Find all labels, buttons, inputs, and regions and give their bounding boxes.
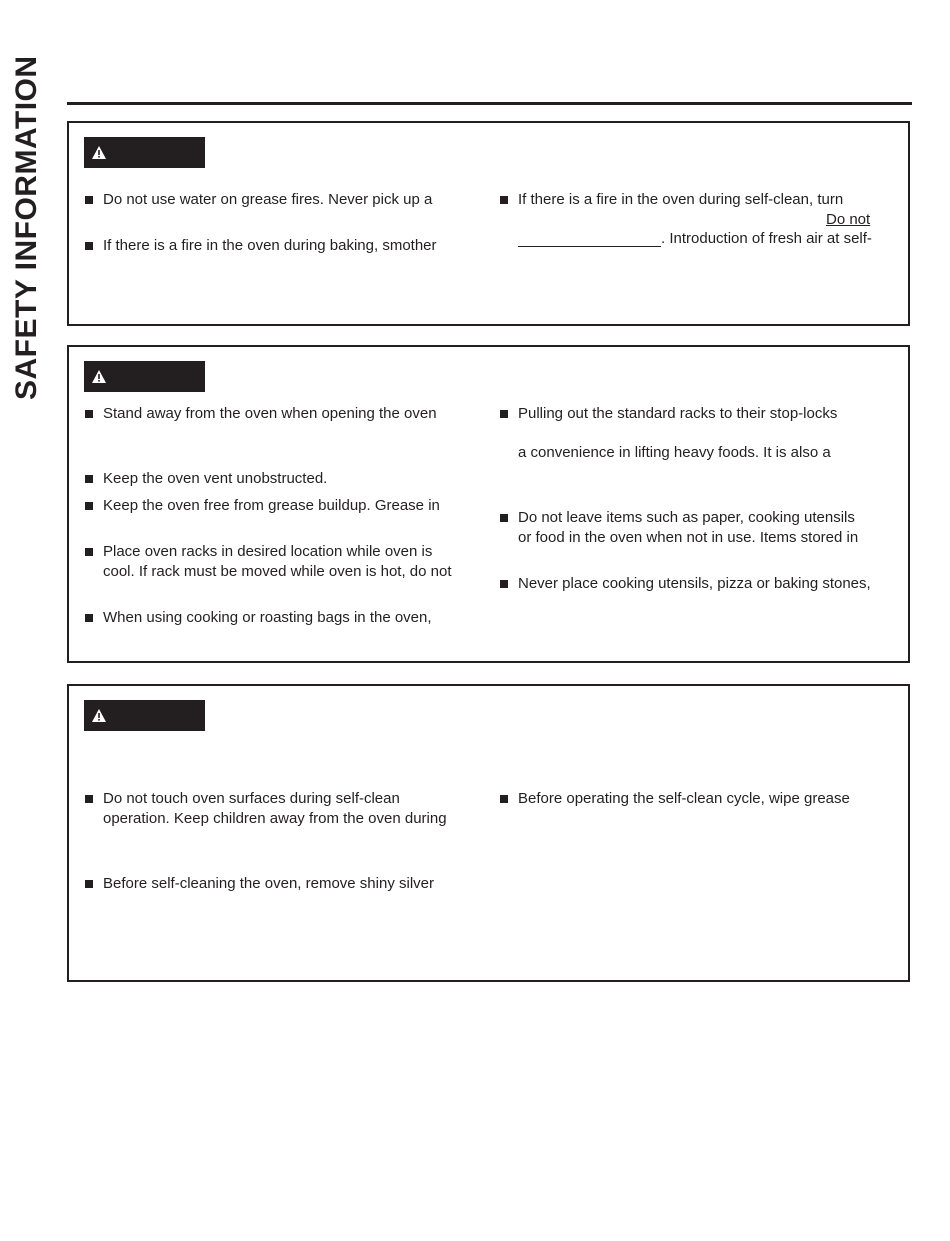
- bullet-icon: [85, 548, 93, 556]
- warning-triangle-icon: [92, 370, 106, 383]
- list-item: Place oven racks in desired location while oven is: [103, 542, 432, 562]
- bullet-icon: [500, 196, 508, 204]
- bullet-icon: [85, 242, 93, 250]
- list-item: Before operating the self-clean cycle, wipe grease: [518, 789, 850, 809]
- warning-triangle-icon: [92, 709, 106, 722]
- list-item-continuation: a convenience in lifting heavy foods. It is also a: [518, 444, 831, 461]
- header-rule: [67, 102, 912, 105]
- bullet-icon: [500, 580, 508, 588]
- list-item-continuation: operation. Keep children away from the oven during: [103, 810, 447, 827]
- blank-underline: [518, 246, 661, 247]
- bullet-icon: [85, 196, 93, 204]
- underlined-text: Do not: [826, 211, 871, 228]
- bullet-icon: [500, 514, 508, 522]
- bullet-icon: [85, 614, 93, 622]
- warning-label-bar: [84, 700, 205, 731]
- list-item: Before self-cleaning the oven, remove shiny silver: [103, 874, 434, 894]
- bullet-icon: [85, 795, 93, 803]
- bullet-icon: [85, 502, 93, 510]
- list-item: Stand away from the oven when opening the oven: [103, 404, 437, 424]
- list-item-continuation: cool. If rack must be moved while oven is hot, do not: [103, 563, 452, 580]
- list-item: If there is a fire in the oven during baking, smother: [103, 236, 437, 256]
- warning-label-bar: [84, 361, 205, 392]
- list-item: Never place cooking utensils, pizza or baking stones,: [518, 574, 871, 594]
- warning-triangle-icon: [92, 146, 106, 159]
- list-item: Do not leave items such as paper, cooking utensils: [518, 508, 855, 528]
- bullet-icon: [85, 475, 93, 483]
- list-item: Pulling out the standard racks to their stop-locks: [518, 404, 837, 424]
- list-item: When using cooking or roasting bags in the oven,: [103, 608, 432, 628]
- warning-box-fire: [67, 121, 910, 326]
- list-item-continuation: . Introduction of fresh air at self-: [661, 230, 872, 247]
- warning-label-bar: [84, 137, 205, 168]
- list-item: Do not touch oven surfaces during self-clean: [103, 789, 400, 809]
- bullet-icon: [85, 880, 93, 888]
- warning-box-self-clean: [67, 684, 910, 982]
- list-item: Keep the oven free from grease buildup. Grease in: [103, 496, 440, 516]
- warning-box-oven: [67, 345, 910, 663]
- bullet-icon: [500, 795, 508, 803]
- bullet-icon: [85, 410, 93, 418]
- list-item: If there is a fire in the oven during self-clean, turn: [518, 190, 843, 210]
- section-side-title: SAFETY INFORMATION: [10, 55, 43, 400]
- bullet-icon: [500, 410, 508, 418]
- list-item: Do not use water on grease fires. Never pick up a: [103, 190, 432, 210]
- list-item-continuation: or food in the oven when not in use. Items stored in: [518, 529, 859, 546]
- list-item: Keep the oven vent unobstructed.: [103, 469, 327, 489]
